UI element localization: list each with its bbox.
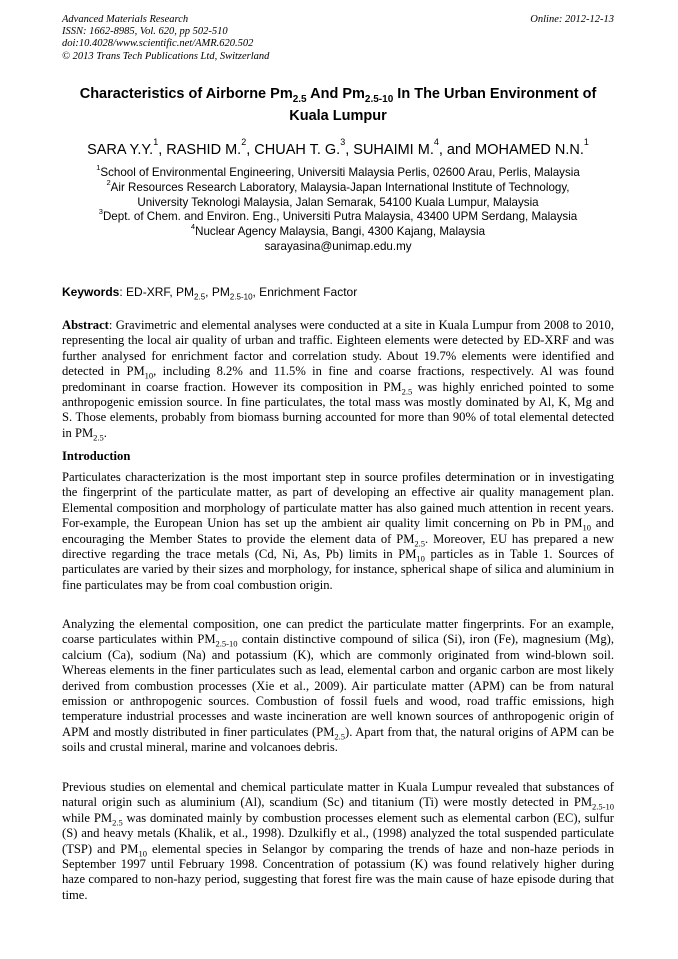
abstract-subscript: 2.5 — [93, 432, 104, 443]
keywords-subscript: 2.5 — [194, 292, 206, 302]
paragraph-text: and encouraging the Member States to provide the element data of PM — [62, 516, 614, 546]
journal-name: Advanced Materials Research — [62, 14, 189, 25]
paragraph-subscript: 2.5 — [112, 817, 123, 828]
paragraph-text: . Moreover, EU has prepared a new directive regarding the trace metals (Cd, Ni, As, Pb) limits in PM — [62, 531, 614, 562]
abstract-text: was highly enriched pointed to some anthropogenic emission source. In fine particulates, the total mass was mostly dominated by Al, K, Mg and S. Those elements, probably from biomass burning accounted for more than 90% of total elemental detected in PM — [62, 379, 614, 440]
abstract-text: . — [103, 425, 107, 440]
affiliation-mark: 3 — [98, 207, 103, 216]
author-name: SARA Y.Y. — [87, 142, 154, 158]
affiliation-2 — [62, 178, 614, 196]
author-affiliation-mark: 2 — [241, 137, 247, 147]
affiliation-mark: 4 — [190, 222, 196, 231]
author-email: sarayasina@unimap.edu.my — [264, 240, 412, 253]
abstract-text: : Gravimetric and elemental analyses were conducted at a site in Kuala Lumpur from 2008 to 2010, representing the local air quality of urban and traffic. Eighteen elements were detected by ED-XRF and was further analysed for enrichment factor and correlation study. About 19.7% elements were identified and detected in PM — [62, 318, 614, 379]
paragraph-text: contain distinctive compound of silica (Si), iron (Fe), magnesium (Mg), calcium (Ca), sodium (Na) and potassium (K), which are commonly originated from wind-blown soil. Whereas elements in the finer particulates such as lead, elemental carbon and organic carbon are most likely derived from combustion processes (Xie et al., 2009). Air particulate matter (APM) can be from natural emission or anthropogenic sources. Combustion of fossil fuels and wood, road traffic emissions, high temperature industrial processes and waste incineration are well known sources of anthropogenic origin of APM and mostly distributed in finer particulates (PM — [62, 632, 614, 739]
abstract-label: Abstract — [62, 318, 109, 332]
author-name: , SUHAIMI M. — [345, 142, 434, 158]
paragraph-text: Previous studies on elemental and chemical particulate matter in Kuala Lumpur revealed that substances of natural origin such as aluminium (Al), scandium (Sc) and titanium (Ti) were mostly detected in PM — [62, 780, 614, 810]
paragraph-subscript: 2.5-10 — [215, 638, 238, 649]
section-heading-introduction: Introduction — [62, 449, 131, 463]
paragraph-subscript: 2.5 — [414, 538, 426, 549]
author-list — [62, 132, 614, 160]
keywords-subscript: 2.5-10 — [229, 292, 253, 302]
keywords — [62, 285, 614, 304]
paragraph-text: Analyzing the elemental composition, one can predict the particulate matter fingerprints. For an example, coarse particulates within PM — [62, 617, 614, 647]
paragraph-text: Particulates characterization is the most important step in source profiles determination or in investigating the fingerprint of the particulate matter, as part of developing an effective air quality management plan. Elemental composition and morphology of particulate matter has also gained much attention in recent years. For-example, the European Union has set up the ambient air quality limit concerning on Pb in PM — [62, 470, 614, 531]
affiliation-text: Air Resources Research Laboratory, Malaysia-Japan International Institute of Technology, — [110, 181, 570, 194]
author-affiliation-mark: 3 — [340, 137, 346, 147]
affiliation-mark: 2 — [106, 178, 111, 187]
journal-issn: ISSN: 1662-8985, Vol. 620, pp 502-510 — [62, 26, 228, 38]
journal-doi: doi:10.4028/www.scientific.net/AMR.620.502 — [62, 38, 254, 50]
paragraph-subscript: 10 — [582, 522, 591, 533]
paragraph-text: was dominated mainly by combustion processes element such as elemental carbon (EC), sulfur (S) and heavy metals (Khalik, et al., 1998). Dzulkifly et al., (1998) analyzed the total suspended particulate (TSP) and PM — [62, 810, 614, 856]
keywords-text: : ED-XRF, PM — [119, 285, 195, 299]
affiliation-text: Nuclear Agency Malaysia, Bangi, 4300 Kajang, Malaysia — [195, 225, 486, 238]
affiliation-mark: 1 — [96, 163, 101, 172]
abstract-subscript: 10 — [144, 370, 154, 381]
author-name: , and MOHAMED N.N. — [438, 142, 584, 158]
paragraph-subscript: 10 — [138, 848, 147, 859]
affiliation-4 — [62, 222, 614, 240]
affiliation-1 — [62, 163, 614, 181]
author-affiliation-mark: 1 — [153, 137, 159, 147]
paragraph-subscript: 2.5-10 — [592, 801, 614, 812]
affiliation-text: School of Environmental Engineering, Universiti Malaysia Perlis, 02600 Arau, Perlis, Malaysia — [100, 166, 580, 179]
author-affiliation-mark: 4 — [433, 137, 439, 147]
keywords-text: , Enrichment Factor — [252, 285, 358, 299]
abstract-text: , including 8.2% and 11.5% in fine and coarse fractions, respectively. Al was found predominant in coarse fraction. However its composition in PM — [62, 364, 614, 394]
paragraph-text: while PM — [62, 810, 113, 825]
affiliation-text: Dept. of Chem. and Environ. Eng., Universiti Putra Malaysia, 43400 UPM Serdang, Malaysia — [102, 210, 578, 223]
affiliation-2-cont: University Teknologi Malaysia, Jalan Semarak, 54100 Kuala Lumpur, Malaysia — [137, 196, 539, 209]
journal-copyright: © 2013 Trans Tech Publications Ltd, Switzerland — [62, 50, 270, 62]
title-subscript: 2.5 — [292, 93, 307, 105]
abstract-subscript: 2.5 — [401, 386, 413, 397]
author-affiliation-mark: 1 — [583, 137, 589, 147]
paragraph-text: ). Apart from that, the natural origins of APM can be soils and crustal mineral, marine and volcanoes debris. — [62, 724, 615, 755]
paragraph-subscript: 10 — [416, 553, 425, 564]
affiliations — [62, 163, 614, 254]
keywords-label: Keywords — [62, 285, 120, 299]
title-text: Characteristics of Airborne Pm — [79, 86, 293, 102]
intro-paragraph-1 — [62, 470, 614, 593]
keywords-text: , PM — [205, 285, 230, 299]
paragraph-text: elemental species in Selangor by comparing the trends of haze and non-haze periods in September 1997 until February 1998. Concentration of potassium (K) was found relatively higher during haze compared to non-hazy period, suggesting that forest fire was the main cause of haze episode during that time. — [62, 841, 614, 902]
title-text: And Pm — [306, 86, 365, 102]
paper-title — [62, 86, 614, 125]
title-text: In The Urban Environment of Kuala Lumpur — [289, 86, 597, 124]
paragraph-subscript: 2.5 — [334, 731, 346, 742]
author-name: , CHUAH T. G. — [246, 142, 341, 158]
intro-paragraph-2 — [62, 617, 614, 756]
author-name: , RASHID M. — [158, 142, 242, 158]
journal-header — [62, 14, 614, 63]
intro-paragraph-3 — [62, 780, 614, 903]
paragraph-text: particles as in Table 1. Sources of particulates are varied by their sizes and morphology, for instance, spherical shape of silica and aluminium in fine particulates may be from coal combustion origin. — [62, 547, 615, 592]
online-date: Online: 2012-12-13 — [530, 14, 614, 25]
title-subscript: 2.5-10 — [364, 93, 394, 105]
affiliation-3 — [62, 207, 614, 225]
abstract — [62, 318, 614, 441]
